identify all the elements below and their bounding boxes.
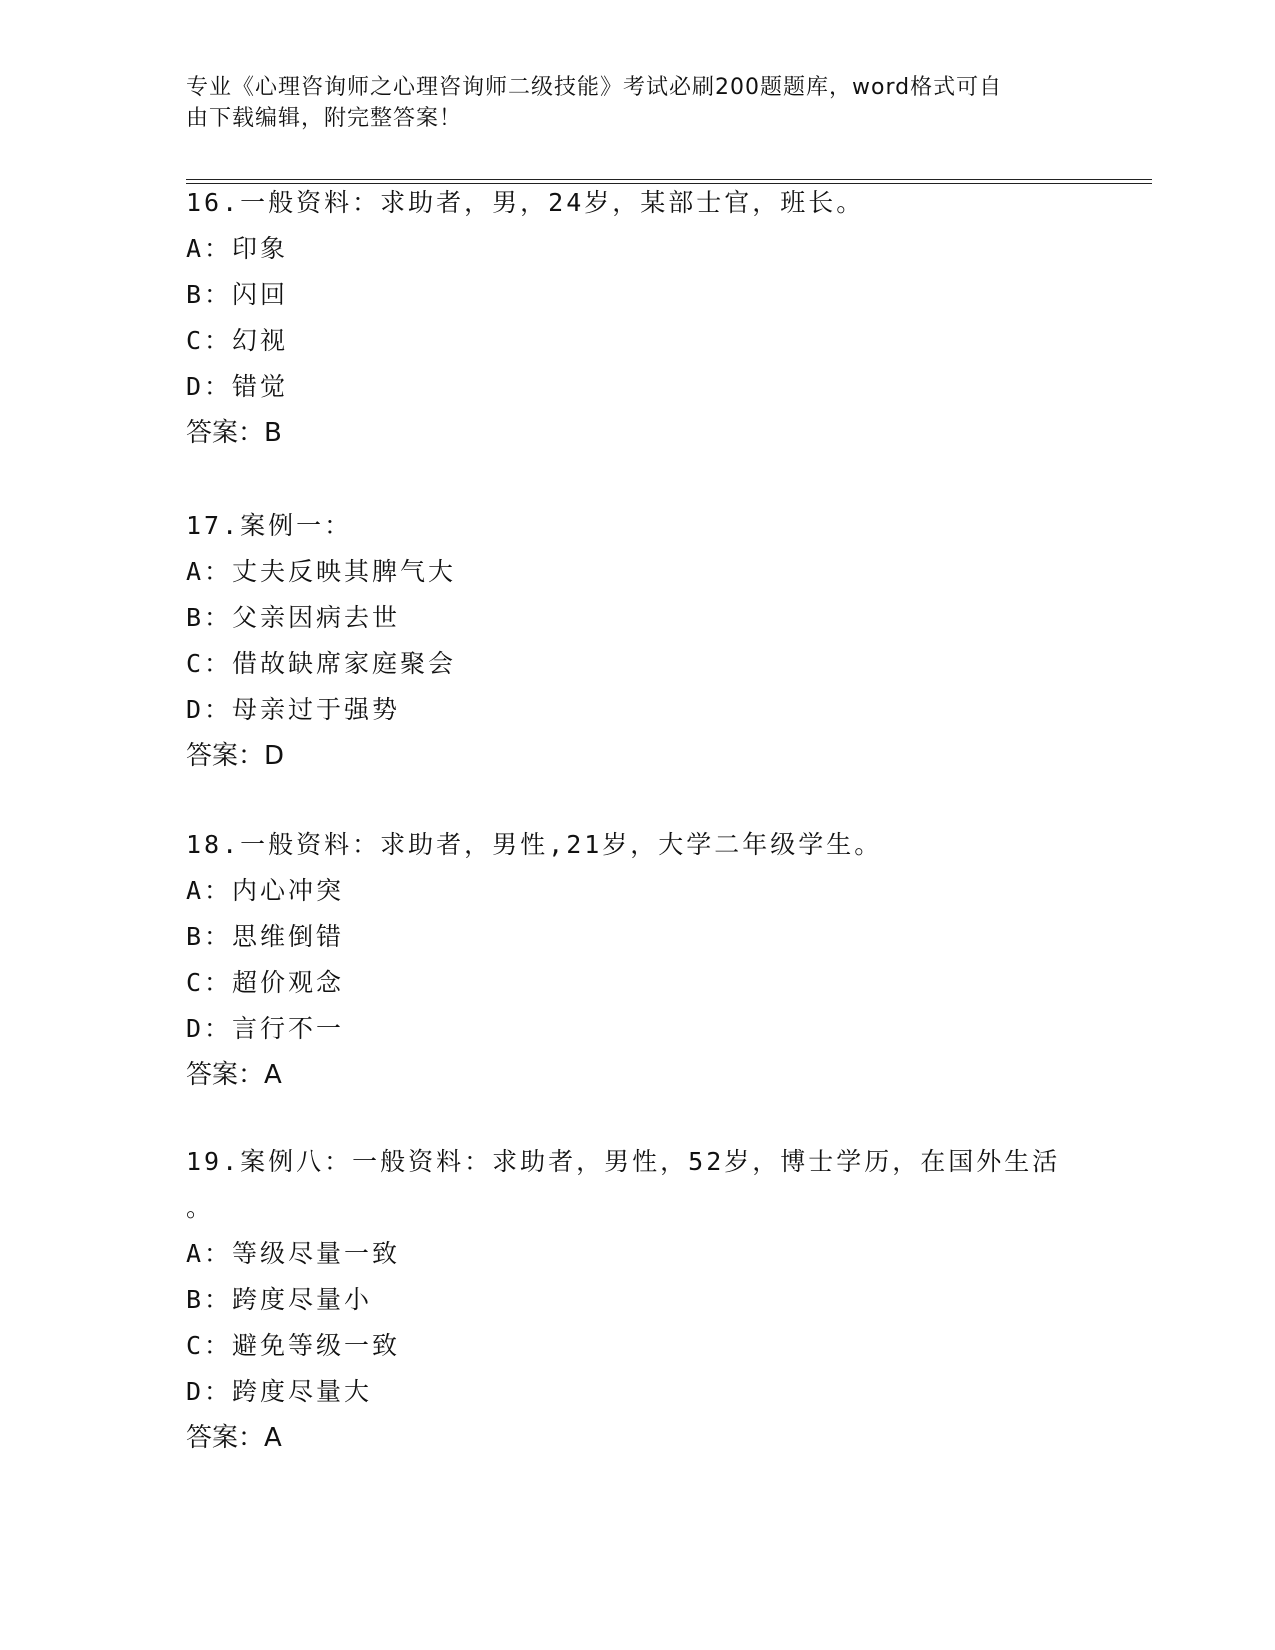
answer-line: 答案：A [186,1423,282,1453]
header-line-1: 专业《心理咨询师之心理咨询师二级技能》考试必刷200题题库，word格式可自 [186,75,1003,100]
answer-line: 答案：D [186,741,285,771]
option-a: A：等级尽量一致 [186,1239,401,1268]
option-a: A：印象 [186,234,289,263]
option-d: D：母亲过于强势 [186,695,401,724]
option-c: C：借故缺席家庭聚会 [186,649,457,678]
option-c: C：避免等级一致 [186,1331,401,1360]
option-b: B：父亲因病去世 [186,603,401,632]
question-17 [186,503,1086,779]
question-stem: 19.案例八：一般资料：求助者，男性，52岁，博士学历，在国外生活 [186,1147,1061,1176]
option-d: D：错觉 [186,372,289,401]
question-19 [186,1139,1086,1461]
option-c: C：幻视 [186,326,289,355]
answer-line: 答案：A [186,1060,282,1090]
option-a: A：丈夫反映其脾气大 [186,557,457,586]
option-b: B：思维倒错 [186,922,345,951]
question-stem: 18.一般资料：求助者，男性,21岁，大学二年级学生。 [186,830,883,859]
document-header [186,72,1066,134]
option-d: D：言行不一 [186,1014,345,1043]
question-18 [186,822,1086,1098]
header-line-2: 由下载编辑，附完整答案！ [186,106,463,131]
question-stem: 16.一般资料：求助者，男，24岁，某部士官，班长。 [186,188,865,217]
option-c: C：超价观念 [186,968,345,997]
question-16 [186,180,1086,456]
option-d: D：跨度尽量大 [186,1377,373,1406]
question-stem-continuation: 。 [186,1193,212,1222]
question-stem: 17.案例一： [186,511,353,540]
answer-line: 答案：B [186,418,282,448]
option-a: A：内心冲突 [186,876,345,905]
option-b: B：跨度尽量小 [186,1285,373,1314]
option-b: B：闪回 [186,280,289,309]
